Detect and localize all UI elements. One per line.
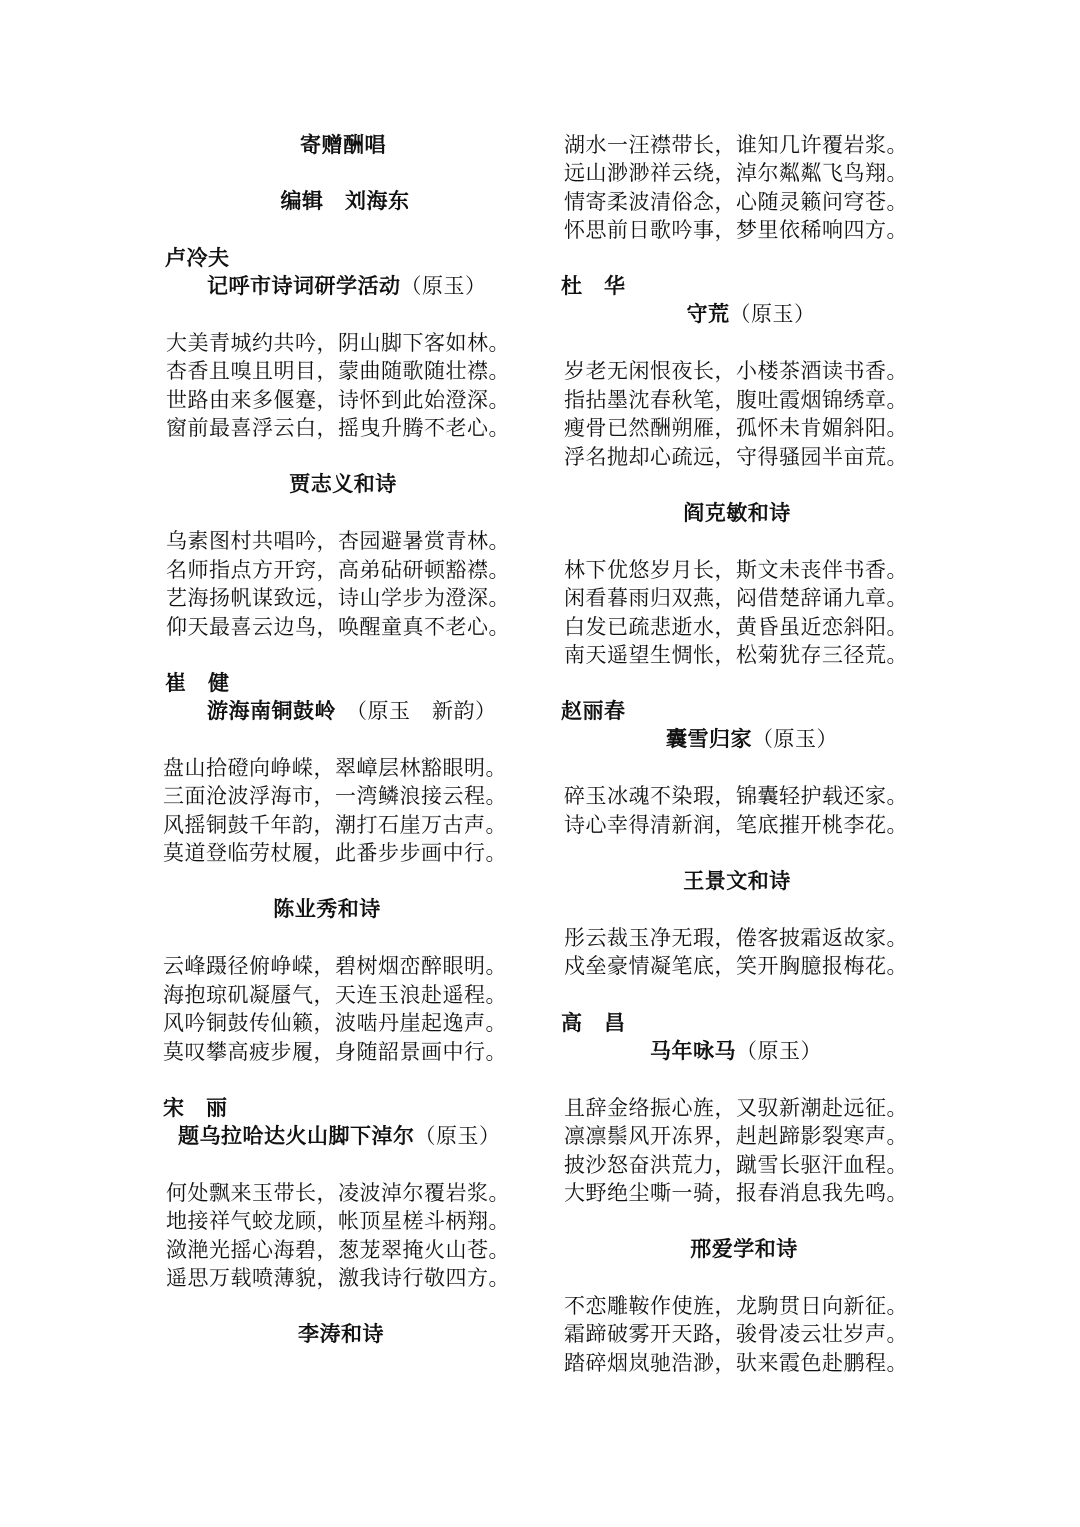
poem-line: 大野绝尘嘶一骑，报春消息我先鸣。: [564, 1181, 908, 1205]
poem-line: 地接祥气蛟龙顾，帐顶星槎斗柄翔。: [166, 1209, 510, 1233]
editor-name: 刘海东: [345, 188, 410, 213]
poem-title: 记呼市诗词研学活动: [207, 273, 401, 298]
poem-line: 何处飘来玉带长，凌波淖尔覆岩浆。: [166, 1181, 510, 1205]
author-name: 杜 华: [561, 273, 626, 298]
poem-line: 披沙怒奋洪荒力，蹴雪长驱汗血程。: [564, 1153, 908, 1177]
poem-title: 游海南铜鼓岭: [207, 698, 336, 723]
poem-line: 情寄柔波清俗念，心随灵籁问穹苍。: [564, 190, 908, 214]
poem-line: 岁老无闲恨夜长，小楼茶酒读书香。: [564, 359, 908, 383]
poem-line: 林下优悠岁月长，斯文未丧伴书香。: [564, 558, 908, 582]
reply-heading: 贾志义和诗: [289, 471, 397, 496]
poem-line: 浮名抛却心疏远，守得骚园半亩荒。: [564, 445, 908, 469]
poem-note: （原玉）: [729, 302, 816, 326]
poem-line: 风吟铜鼓传仙籁，波啮丹崖起逸声。: [163, 1011, 507, 1035]
poem-line: 三面沧波浮海市，一湾鳞浪接云程。: [163, 784, 507, 808]
poem-line: 指拈墨沈春秋笔，腹吐霞烟锦绣章。: [564, 388, 908, 412]
poem-line: 霜蹄破雾开天路，骏骨凌云壮岁声。: [564, 1322, 908, 1346]
poem-line: 乌素图村共唱吟，杏园避暑赏青林。: [166, 529, 510, 553]
poem-line: 戍垒豪情凝笔底，笑开胸臆报梅花。: [564, 954, 908, 978]
poem-line: 杏香且嗅且明目，蒙曲随歌随壮襟。: [166, 359, 510, 383]
poem-line: 怀思前日歌吟事，梦里依稀响四方。: [564, 218, 908, 242]
poem-line: 瘦骨已然酬朔雁，孤怀未肯媚斜阳。: [564, 416, 908, 440]
poem-title: 囊雪归家: [666, 726, 752, 751]
poem-line: 诗心幸得清新润，笔底摧开桃李花。: [564, 813, 908, 837]
poem-line: 莫道登临劳杖履，此番步步画中行。: [163, 841, 507, 865]
poem-note: （原玉）: [752, 727, 838, 751]
poem-line: 碎玉冰魂不染瑕，锦囊轻护载还家。: [564, 784, 908, 808]
poem-title-line: [207, 272, 487, 300]
poem-title-line: [650, 1037, 822, 1065]
poem-title-line: [207, 697, 497, 725]
poem-title: 题乌拉哈达火山脚下淖尔: [178, 1123, 415, 1148]
poem-line: 远山渺渺祥云绕，淖尔粼粼飞鸟翔。: [564, 161, 908, 185]
poem-line: 闲看暮雨归双燕，闷借楚辞诵九章。: [564, 586, 908, 610]
author-name: 宋 丽: [163, 1095, 228, 1120]
poem-title-line: [666, 725, 838, 753]
editor-line: [281, 187, 410, 215]
poem-line: 遥思万载喷薄貌，激我诗行敬四方。: [166, 1266, 510, 1290]
poem-line: 白发已疏悲逝水，黄昏虽近恋斜阳。: [564, 615, 908, 639]
poem-line: 仰天最喜云边鸟，唤醒童真不老心。: [166, 615, 510, 639]
poem-title: 马年咏马: [650, 1038, 736, 1063]
reply-heading: 陈业秀和诗: [273, 896, 381, 921]
poem-title-line: [687, 300, 816, 328]
author-name: 卢冷夫: [165, 245, 230, 270]
reply-heading: 王景文和诗: [683, 868, 791, 893]
poem-title: 守荒: [686, 301, 730, 326]
editor-label: 编辑: [280, 188, 324, 213]
reply-heading: 李涛和诗: [298, 1321, 384, 1346]
poem-note: （原玉）: [414, 1124, 501, 1148]
poem-line: 踏碎烟岚驰浩渺，驮来霞色赴鹏程。: [564, 1351, 908, 1375]
poem-line: 海抱琼矶凝蜃气，天连玉浪赴遥程。: [163, 983, 507, 1007]
poem-line: 且辞金络振心旌，又驭新潮赴远征。: [564, 1096, 908, 1120]
poem-line: 不恋雕鞍作使旌，龙駒贯日向新征。: [564, 1294, 908, 1318]
poem-line: 南天遥望生惆怅，松菊犹存三径荒。: [564, 643, 908, 667]
poem-line: 名师指点方开窍，高弟砧研顿豁襟。: [166, 558, 510, 582]
page-title: 寄赠酬唱: [300, 132, 386, 157]
poem-line: 大美青城约共吟，阴山脚下客如林。: [166, 331, 510, 355]
poem-line: 艺海扬帆谋致远，诗山学步为澄深。: [166, 586, 510, 610]
poem-note: （原玉）: [400, 274, 487, 298]
poem-line: 风摇铜鼓千年韵，潮打石崖万古声。: [163, 813, 507, 837]
poem-note: （原玉）: [736, 1039, 822, 1063]
reply-heading: 邢爱学和诗: [690, 1236, 798, 1261]
poem-line: 湖水一汪襟带长，谁知几许覆岩浆。: [564, 133, 908, 157]
author-name: 崔 健: [165, 670, 230, 695]
reply-heading: 阎克敏和诗: [683, 500, 791, 525]
poem-line: 潋滟光摇心海碧，葱茏翠掩火山苍。: [166, 1238, 510, 1262]
poem-title-line: [178, 1122, 501, 1150]
poem-line: 彤云裁玉净无瑕，倦客披霜返故家。: [564, 926, 908, 950]
author-name: 赵丽春: [561, 698, 626, 723]
poem-line: 世路由来多偃蹇，诗怀到此始澄深。: [166, 388, 510, 412]
author-name: 高 昌: [561, 1010, 626, 1035]
poem-line: 云峰蹑径俯峥嵘，碧树烟峦醉眼明。: [163, 954, 507, 978]
poem-line: 凛凛鬃风开冻界，赳赳蹄影裂寒声。: [564, 1124, 908, 1148]
poem-line: 窗前最喜浮云白，摇曳升腾不老心。: [166, 416, 510, 440]
poem-line: 盘山拾磴向峥嵘，翠嶂层林豁眼明。: [163, 756, 507, 780]
poem-line: 莫叹攀高疲步履，身随韶景画中行。: [163, 1040, 507, 1064]
poem-note: （原玉 新韵）: [346, 699, 497, 723]
